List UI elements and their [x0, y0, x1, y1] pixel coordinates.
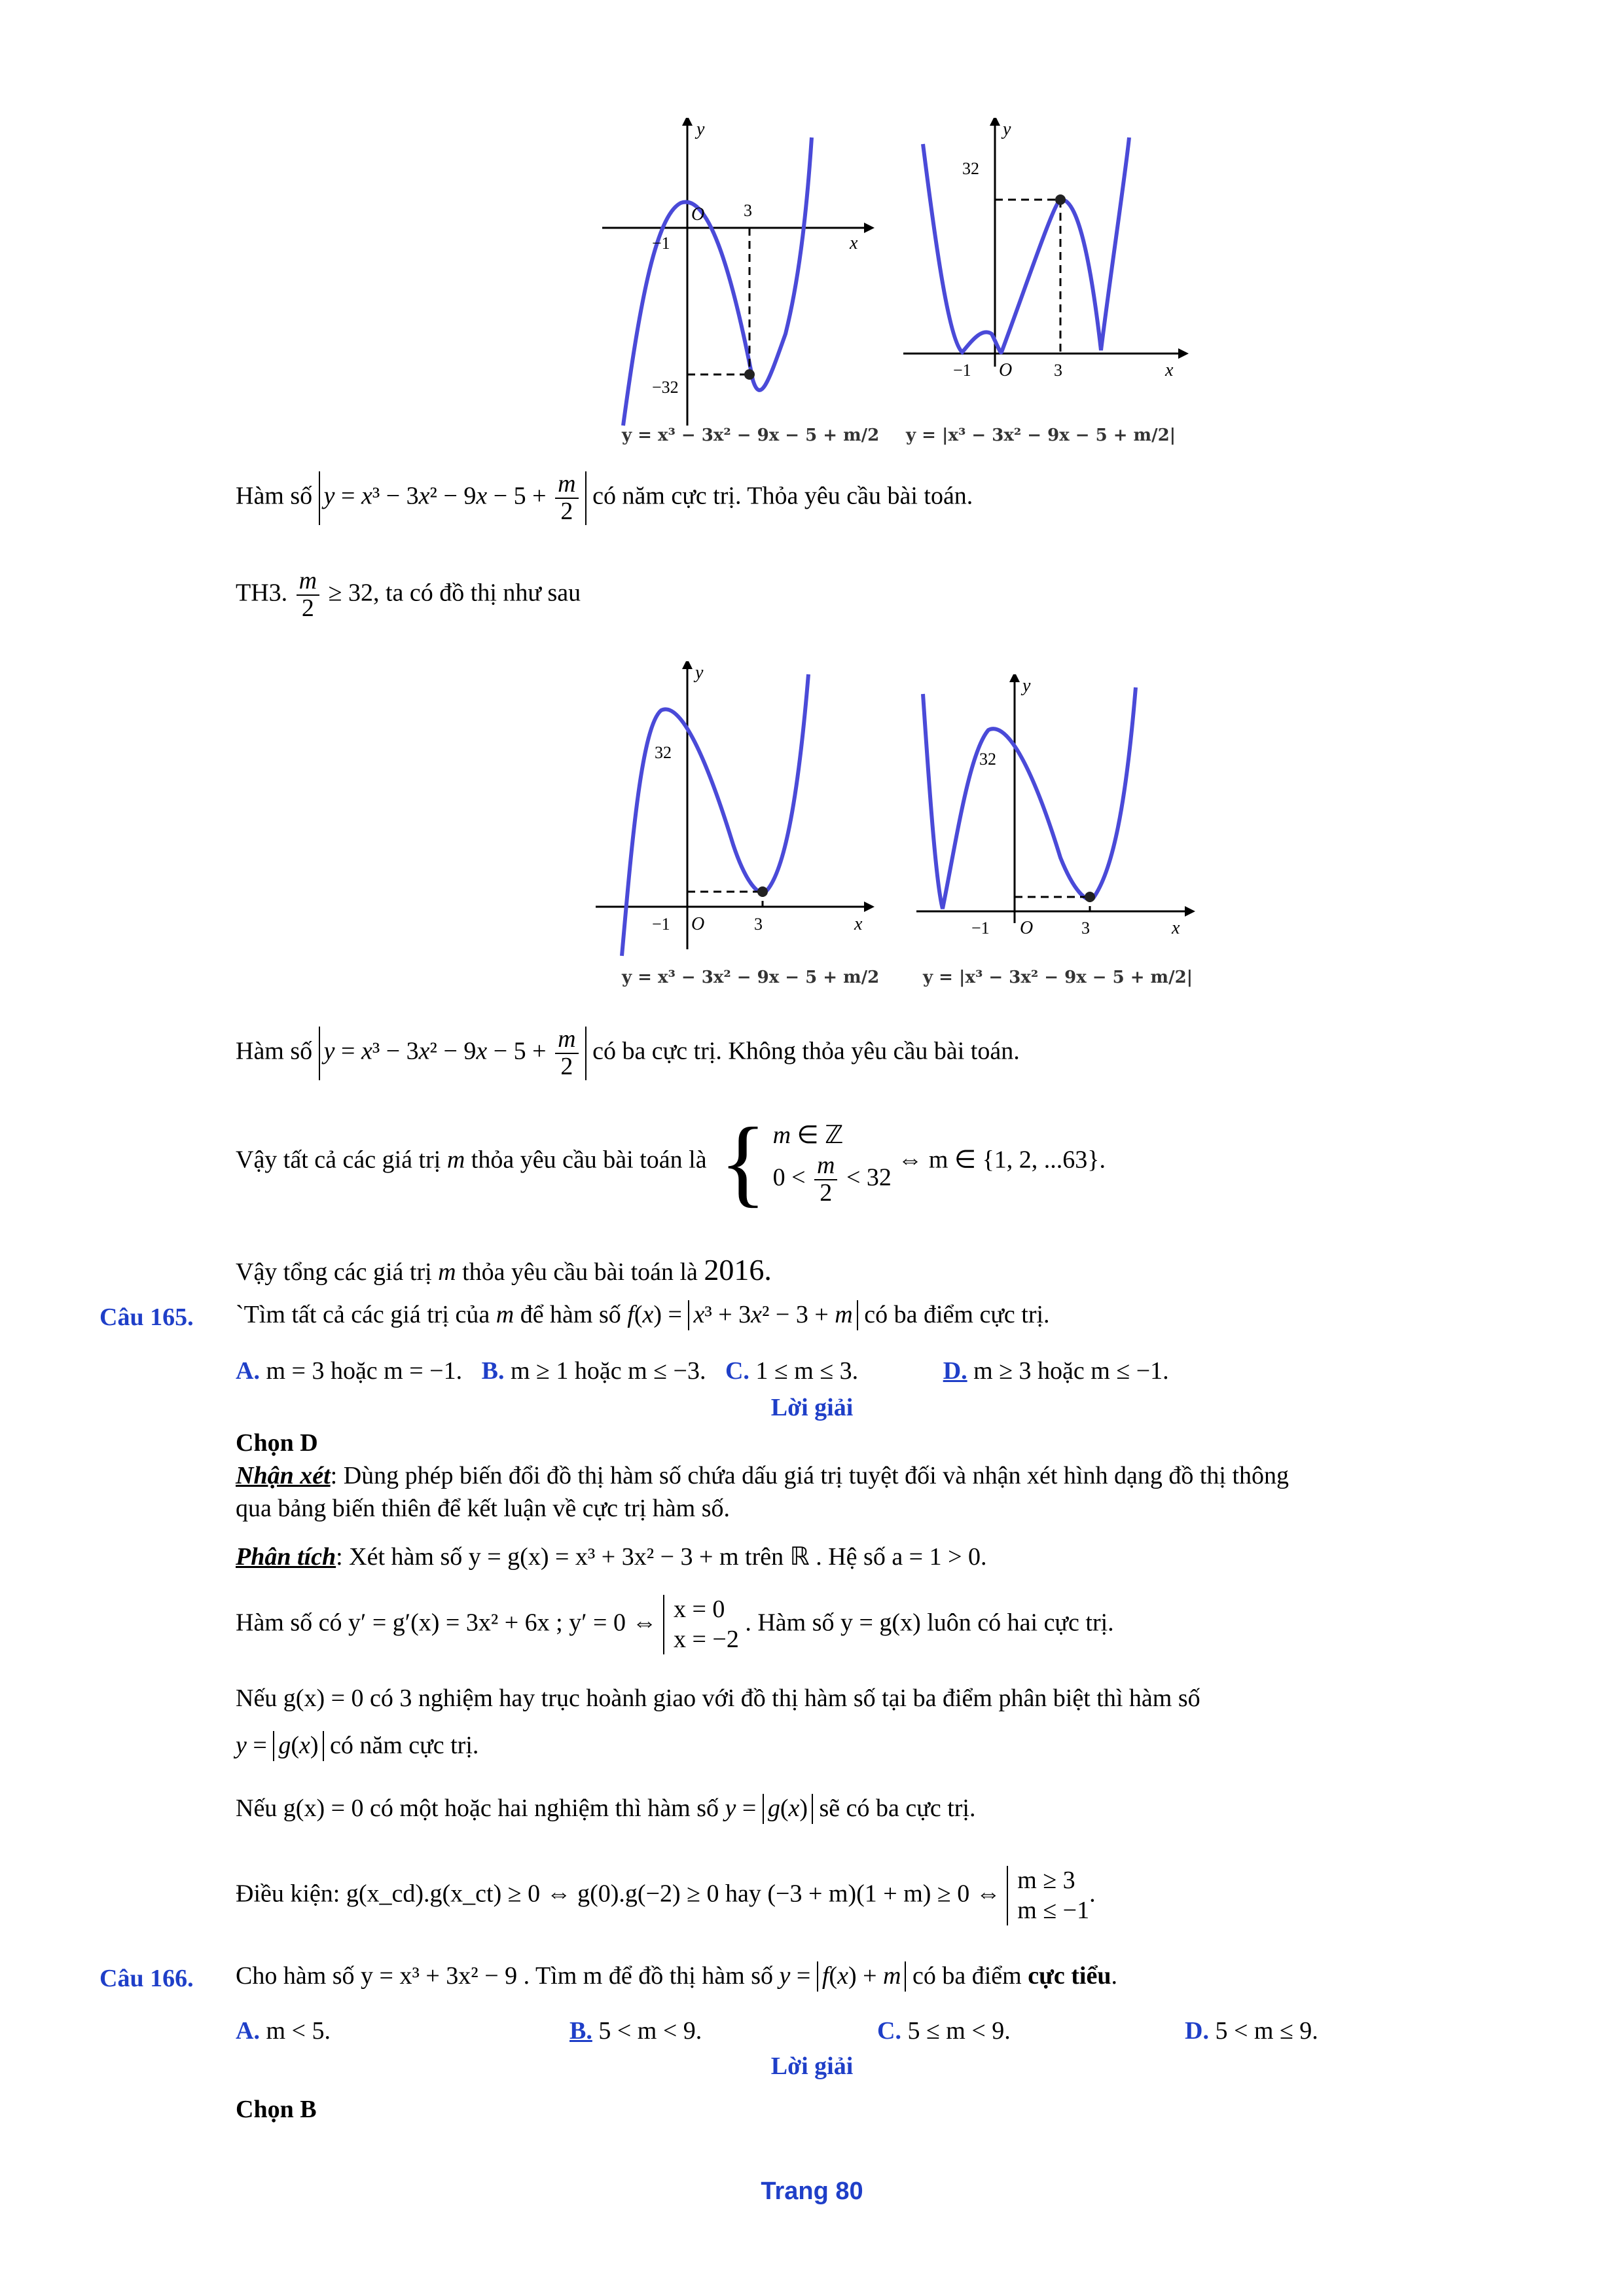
q165-option-d: m ≥ 3 hoặc m ≤ −1.: [973, 1357, 1169, 1385]
label-32: 32: [962, 159, 979, 178]
text-vay-tong: Vậy tổng các giá trị: [236, 1258, 432, 1286]
min-point: [744, 369, 755, 380]
q166-option-d: 5 < m ≤ 9.: [1215, 2017, 1318, 2045]
label-neg1: −1: [971, 919, 990, 938]
label-neg32: −32: [652, 378, 679, 397]
fig1-caption: y = x³ − 3x² − 9x − 5 + m/2: [622, 426, 880, 445]
neu-1: Nếu g(x) = 0 có 3 nghiệm hay trục hoành giao với đồ thị hàm số tại ba điểm phân biệt thì hàm số: [236, 1685, 1200, 1712]
label-neg1: −1: [953, 361, 971, 380]
text-ham-so: Hàm số: [236, 482, 313, 510]
label-3: 3: [754, 915, 763, 934]
label-y: y: [1003, 119, 1011, 139]
chon-d: Chọn D: [236, 1429, 318, 1457]
line-vay-tat-ca: Vậy tất cả các giá trị m thỏa yêu cầu bài toán là { m ∈ ℤ 0 < $\frac{m}{2}$ < 32 ⇔ m ∈ {1, 2, ...63}.: [236, 1108, 1106, 1216]
dieu-kien: Điều kiện: g(x_cd).g(x_ct) ≥ 0 ⇔ g(0).g(−2) ≥ 0 hay (−3 + m)(1 + m) ≥ 0 ⇔ m ≥ 3 m ≤ −1 .: [236, 1866, 1096, 1925]
line-vay-tong: Vậy tổng các giá trị m thỏa yêu cầu bài toán là 2016.: [236, 1253, 772, 1286]
graph-3: [589, 661, 890, 969]
question-165-label: Câu 165.: [99, 1303, 194, 1331]
loi-giai-165: Lời giải: [770, 1394, 854, 1421]
label-O: O: [691, 914, 705, 934]
nhan-xet-text: : Dùng phép biến đổi đồ thị hàm số chứa dấu giá trị tuyệt đối và nhận xét hình dạng đồ thị thông: [330, 1462, 1289, 1489]
nhan-xet: [236, 1461, 1289, 1491]
text-ba-cuc-tri: có ba cực trị. Không thỏa yêu cầu bài toán.: [592, 1037, 1020, 1065]
q165-text2: để hàm số: [520, 1301, 621, 1328]
question-166: Cho hàm số y = x³ + 3x² − 9 . Tìm m để đồ thị hàm số y = f(x) + m có ba điểm cực tiểu.: [236, 1961, 1117, 1992]
label-32: 32: [979, 750, 996, 769]
text-nam-cuc-tri: có năm cực trị. Thỏa yêu cầu bài toán.: [592, 482, 973, 510]
q165-option-a: m = 3 hoặc m = −1.: [266, 1357, 463, 1385]
text-th3: TH3.: [236, 579, 288, 607]
label-x: x: [1165, 360, 1174, 380]
dk-root-2: m ≤ −1: [1017, 1896, 1090, 1924]
q166-option-b: 5 < m < 9.: [598, 2017, 702, 2045]
q165-option-c-label: C.: [725, 1357, 749, 1385]
nhan-xet-label: Nhận xét: [236, 1462, 331, 1489]
curve: [923, 137, 1129, 352]
chon-b: Chọn B: [236, 2096, 317, 2123]
line-th3: TH3. $\frac{m}{2}$ ≥ 32, ta có đồ thị như sau: [236, 567, 581, 622]
label-x: x: [1172, 918, 1180, 938]
label-y: y: [1022, 676, 1031, 696]
min-point: [757, 886, 768, 897]
neu-2: Nếu g(x) = 0 có một hoặc hai nghiệm thì hàm số y = g(x) sẽ có ba cực trị.: [236, 1794, 975, 1824]
question-165: `Tìm tất cả các giá trị của m để hàm số f(x) = x³ + 3x² − 3 + m có ba điểm cực trị.: [236, 1300, 1050, 1330]
neu1b-text: có năm cực trị.: [330, 1732, 479, 1759]
label-O: O: [999, 360, 1013, 380]
label-x: x: [854, 914, 863, 934]
graph-4: [903, 674, 1204, 969]
text-vay-tat-ca: Vậy tất cả các giá trị: [236, 1146, 441, 1174]
q165-text: `Tìm tất cả các giá trị của: [236, 1301, 490, 1328]
hs-root-2: x = −2: [673, 1625, 739, 1653]
q165-option-d-label: D.: [943, 1357, 967, 1385]
label-32: 32: [655, 743, 672, 762]
hs-text-a: Hàm số có y′ = g′(x) = 3x² + 6x ; y′ = 0 ⇔: [236, 1609, 657, 1637]
fig3-caption: y = x³ − 3x² − 9x − 5 + m/2: [622, 968, 880, 987]
graph-2: [897, 118, 1204, 458]
label-3: 3: [1054, 361, 1062, 380]
q166-option-c-label: C.: [877, 2017, 901, 2045]
q165-text3: có ba điểm cực trị.: [864, 1301, 1050, 1328]
q166-text2: có ba điểm: [912, 1962, 1022, 1990]
label-3: 3: [744, 201, 752, 220]
q166-option-b-label: B.: [569, 2017, 592, 2045]
neu2b-text: sẽ có ba cực trị.: [819, 1795, 976, 1822]
label-y: y: [695, 663, 704, 683]
neu2-text: Nếu g(x) = 0 có một hoặc hai nghiệm thì hàm số: [236, 1795, 719, 1822]
nhan-xet-2: qua bảng biến thiên để kết luận về cực trị hàm số.: [236, 1495, 731, 1522]
label-x: x: [850, 233, 858, 253]
hs-root-1: x = 0: [673, 1595, 725, 1623]
fig2-caption: y = |x³ − 3x² − 9x − 5 + m/2|: [906, 426, 1176, 445]
dk-text: Điều kiện: g(x_cd).g(x_ct) ≥ 0 ⇔ g(0).g(−2) ≥ 0 hay (−3 + m)(1 + m) ≥ 0 ⇔: [236, 1880, 1001, 1908]
max-point: [1055, 194, 1066, 205]
label-3: 3: [1081, 919, 1090, 938]
curve: [923, 687, 1136, 909]
loi-giai-166: Lời giải: [770, 2052, 854, 2080]
text-th3-desc: , ta có đồ thị như sau: [372, 579, 581, 607]
hs-text-b: . Hàm số y = g(x) luôn có hai cực trị.: [745, 1609, 1114, 1637]
q166-option-a: m < 5.: [266, 2017, 331, 2045]
q166-option-d-label: D.: [1185, 2017, 1209, 2045]
text-result-set: ⇔ m ∈ {1, 2, ...63}.: [897, 1146, 1106, 1174]
dk-root-1: m ≥ 3: [1017, 1867, 1075, 1894]
q165-options: [236, 1357, 1169, 1387]
text-thoa-yeu-cau-2: thỏa yêu cầu bài toán là: [462, 1258, 698, 1286]
text-sum-value: 2016.: [704, 1253, 772, 1286]
q166-text: Cho hàm số y = x³ + 3x² − 9 . Tìm m để đồ thị hàm số: [236, 1962, 774, 1990]
text-thoa-yeu-cau: thỏa yêu cầu bài toán là: [471, 1146, 707, 1174]
q165-option-a-label: A.: [236, 1357, 260, 1385]
label-O: O: [691, 204, 705, 225]
label-y: y: [696, 119, 705, 139]
phan-tich: [236, 1542, 987, 1573]
q166-option-c: 5 ≤ m < 9.: [907, 2017, 1011, 2045]
neu-1b: y = g(x) có năm cực trị.: [236, 1731, 478, 1761]
text-ham-so: Hàm số: [236, 1037, 313, 1065]
q165-option-b-label: B.: [481, 1357, 505, 1385]
q166-option-a-label: A.: [236, 2017, 260, 2045]
ham-so-co: [236, 1595, 1114, 1654]
phan-tich-text: : Xét hàm số y = g(x) = x³ + 3x² − 3 + m trên ℝ . Hệ số a = 1 > 0.: [336, 1543, 987, 1571]
line-ba-cuc-tri: Hàm số y = x³ − 3x² − 9x − 5 + $\frac{m}{2}$ có ba cực trị. Không thỏa yêu cầu bài toán.: [236, 1025, 1020, 1080]
page-footer: Trang 80: [761, 2178, 863, 2205]
min-point: [1085, 892, 1095, 902]
q166-bold: cực tiểu: [1028, 1962, 1111, 1990]
label-O: O: [1020, 918, 1034, 938]
fig4-caption: y = |x³ − 3x² − 9x − 5 + m/2|: [923, 968, 1193, 987]
question-166-label: Câu 166.: [99, 1965, 194, 1992]
graph-1: [589, 118, 880, 458]
q165-option-c: 1 ≤ m ≤ 3.: [755, 1357, 859, 1385]
curve: [622, 674, 808, 956]
q165-option-b: m ≥ 1 hoặc m ≤ −3.: [510, 1357, 706, 1385]
label-neg1: −1: [652, 915, 670, 934]
label-neg1: −1: [652, 234, 670, 253]
phan-tich-label: Phân tích: [236, 1543, 336, 1571]
line-nam-cuc-tri: Hàm số y = x³ − 3x² − 9x − 5 + $\frac{m}{2}$ có năm cực trị. Thỏa yêu cầu bài toán.: [236, 470, 973, 525]
